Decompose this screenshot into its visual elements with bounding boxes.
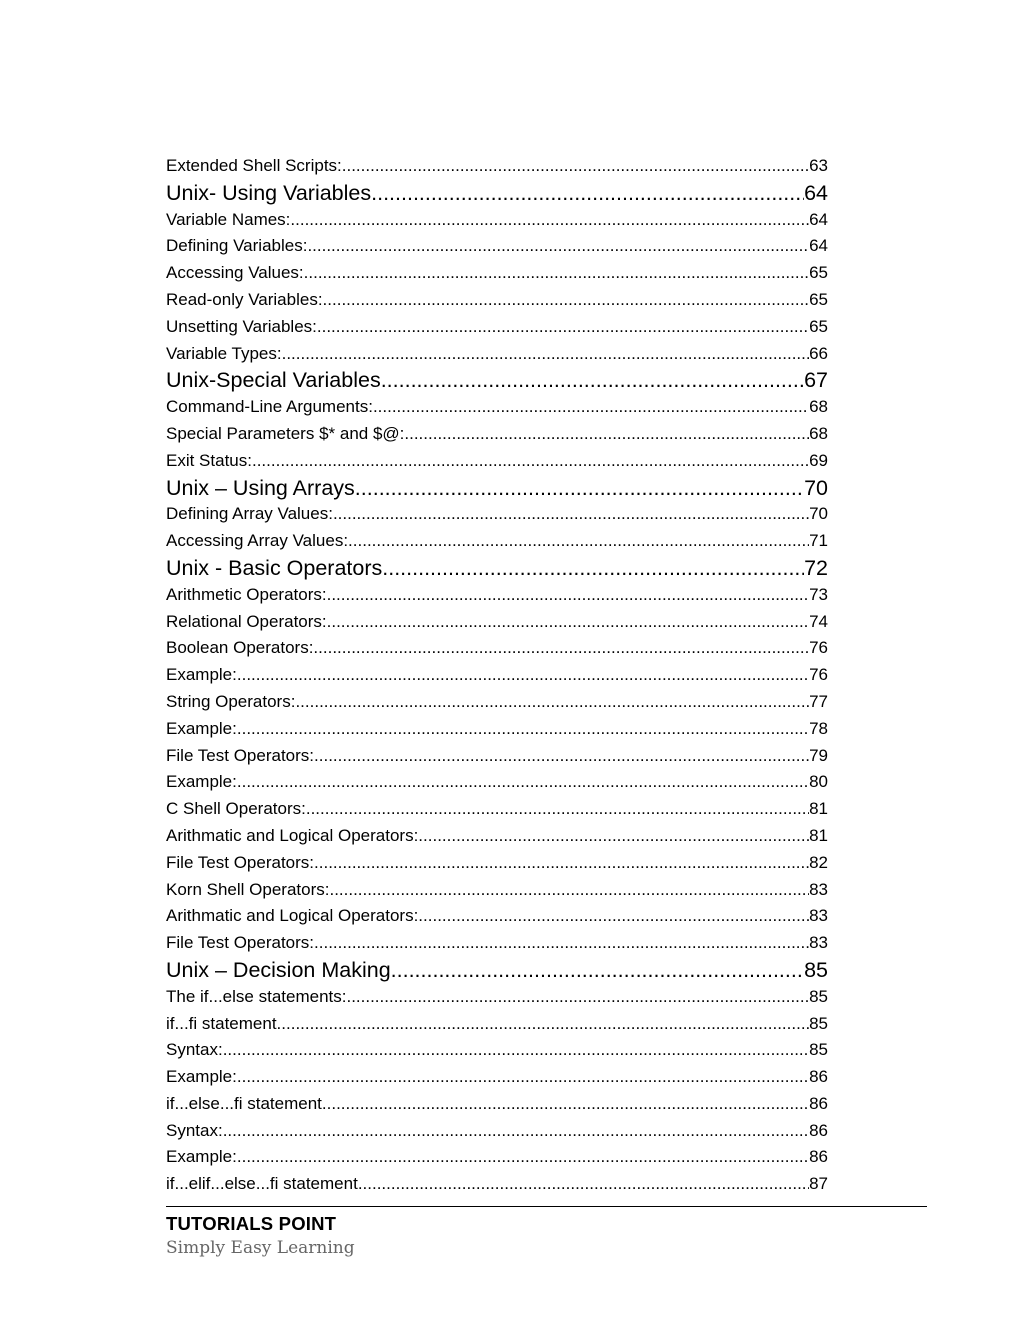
toc-chapter-entry[interactable] [166, 555, 828, 582]
toc-section-entry[interactable] [166, 930, 828, 957]
toc-page-number: 63 [809, 156, 828, 175]
dot-leader [282, 341, 809, 368]
toc-section-entry[interactable] [166, 528, 828, 555]
dot-leader [237, 1064, 809, 1091]
toc-page-number: 85 [809, 1013, 828, 1033]
toc-page-number: 79 [809, 745, 828, 765]
toc-page-number: 81 [809, 799, 828, 819]
toc-section-entry[interactable] [166, 207, 828, 234]
toc-entry-label: Accessing Array Values: [166, 531, 349, 551]
toc-entry-label: Arithmetic Operators: [166, 584, 327, 604]
toc-entry-label: Variable Names: [166, 209, 291, 229]
dot-leader [404, 421, 809, 448]
toc-section-entry[interactable] [166, 233, 828, 260]
toc-page-number: 72 [804, 555, 828, 580]
toc-page-number: 86 [809, 1147, 828, 1167]
dot-leader [382, 555, 804, 582]
toc-page-number: 76 [809, 638, 828, 658]
toc-section-entry[interactable] [166, 877, 828, 904]
toc-entry-label: if...else...fi statement [166, 1093, 322, 1113]
toc-entry-label: Arithmatic and Logical Operators: [166, 906, 419, 926]
toc-entry-label: Unsetting Variables: [166, 316, 317, 336]
toc-section-entry[interactable] [166, 609, 828, 636]
toc-entry-label: Exit Status: [166, 450, 252, 470]
toc-page-number: 71 [809, 531, 828, 551]
toc-page-number: 78 [809, 718, 828, 738]
dot-leader [322, 1091, 809, 1118]
toc-entry-label: Unix-Special Variables [166, 368, 381, 393]
toc-entry-label: Example: [166, 718, 237, 738]
toc-entry-label: Arithmatic and Logical Operators: [166, 825, 419, 845]
toc-entry-label: Example: [166, 772, 237, 792]
toc-entry-label: Unix – Using Arrays [166, 475, 355, 500]
dot-leader [295, 689, 809, 716]
toc-page-number: 64 [804, 180, 828, 205]
dot-leader [327, 609, 809, 636]
toc-section-entry[interactable] [166, 314, 828, 341]
toc-section-entry[interactable] [166, 448, 828, 475]
table-of-contents [166, 153, 828, 1198]
dot-leader [252, 448, 809, 475]
dot-leader [307, 233, 809, 260]
footer-tagline: Simply Easy Learning [166, 1238, 355, 1258]
dot-leader [306, 796, 809, 823]
dot-leader [333, 501, 809, 528]
dot-leader [314, 850, 809, 877]
toc-page-number: 68 [809, 397, 828, 417]
toc-page-number: 69 [809, 450, 828, 470]
toc-section-entry[interactable] [166, 153, 828, 180]
toc-entry-label: File Test Operators: [166, 745, 315, 765]
toc-page-number: 85 [804, 957, 828, 982]
toc-page-number: 81 [809, 825, 828, 845]
dot-leader [290, 207, 809, 234]
toc-section-entry[interactable] [166, 260, 828, 287]
toc-page-number: 85 [809, 986, 828, 1006]
toc-page-number: 67 [804, 368, 828, 393]
toc-entry-label: Example: [166, 665, 237, 685]
toc-entry-label: File Test Operators: [166, 933, 315, 953]
toc-section-entry[interactable] [166, 635, 828, 662]
toc-page-number: 80 [809, 772, 828, 792]
toc-page-number: 83 [809, 879, 828, 899]
toc-page-number: 86 [809, 1067, 828, 1087]
dot-leader [381, 367, 804, 394]
toc-page-number: 70 [804, 475, 828, 500]
dot-leader [223, 1118, 809, 1145]
dot-leader [346, 984, 809, 1011]
toc-entry-label: Defining Variables: [166, 236, 308, 256]
toc-chapter-entry[interactable] [166, 180, 828, 207]
toc-page-number: 73 [809, 584, 828, 604]
toc-page-number: 66 [809, 343, 828, 363]
toc-section-entry[interactable] [166, 1118, 828, 1145]
dot-leader [391, 957, 804, 984]
dot-leader [342, 153, 809, 180]
toc-page-number: 65 [809, 316, 828, 336]
toc-chapter-entry[interactable] [166, 475, 828, 502]
toc-entry-label: Unix – Decision Making [166, 957, 391, 982]
toc-page-number: 65 [809, 263, 828, 283]
toc-chapter-entry[interactable] [166, 957, 828, 984]
dot-leader [317, 314, 809, 341]
dot-leader [277, 1011, 810, 1038]
toc-entry-label: Example: [166, 1067, 237, 1087]
toc-page-number: 76 [809, 665, 828, 685]
dot-leader [323, 287, 810, 314]
toc-page-number: 68 [809, 423, 828, 443]
footer-divider [166, 1206, 927, 1207]
toc-entry-label: The if...else statements: [166, 986, 347, 1006]
dot-leader [418, 823, 809, 850]
dot-leader [348, 528, 809, 555]
dot-leader [237, 1144, 809, 1171]
dot-leader [304, 260, 809, 287]
toc-page-number: 65 [809, 289, 828, 309]
toc-entry-label: Boolean Operators: [166, 638, 314, 658]
footer-brand: TUTORIALS POINT [166, 1213, 337, 1234]
dot-leader [313, 635, 809, 662]
toc-page-number: 86 [809, 1093, 828, 1113]
toc-section-entry[interactable] [166, 1037, 828, 1064]
toc-entry-label: Syntax: [166, 1040, 223, 1060]
toc-page-number: 64 [809, 236, 828, 256]
toc-section-entry[interactable] [166, 984, 828, 1011]
toc-entry-label: Relational Operators: [166, 611, 327, 631]
toc-section-entry[interactable] [166, 796, 828, 823]
toc-entry-label: Unix- Using Variables [166, 180, 372, 205]
toc-section-entry[interactable] [166, 1064, 828, 1091]
toc-entry-label: File Test Operators: [166, 852, 315, 872]
dot-leader [358, 1171, 809, 1198]
toc-section-entry[interactable] [166, 287, 828, 314]
toc-section-entry[interactable] [166, 1011, 828, 1038]
toc-entry-label: Example: [166, 1147, 237, 1167]
toc-section-entry[interactable] [166, 716, 828, 743]
toc-section-entry[interactable] [166, 662, 828, 689]
toc-section-entry[interactable] [166, 743, 828, 770]
dot-leader [223, 1037, 809, 1064]
toc-page-number: 83 [809, 906, 828, 926]
toc-section-entry[interactable] [166, 903, 828, 930]
dot-leader [329, 877, 809, 904]
toc-section-entry[interactable] [166, 501, 828, 528]
toc-entry-label: C Shell Operators: [166, 799, 306, 819]
toc-entry-label: Syntax: [166, 1120, 223, 1140]
toc-section-entry[interactable] [166, 421, 828, 448]
toc-entry-label: String Operators: [166, 691, 296, 711]
toc-section-entry[interactable] [166, 689, 828, 716]
toc-section-entry[interactable] [166, 850, 828, 877]
dot-leader [418, 903, 809, 930]
toc-page-number: 87 [809, 1174, 828, 1194]
toc-entry-label: if...elif...else...fi statement [166, 1174, 358, 1194]
toc-section-entry[interactable] [166, 769, 828, 796]
toc-section-entry[interactable] [166, 1091, 828, 1118]
toc-section-entry[interactable] [166, 1144, 828, 1171]
dot-leader [314, 930, 809, 957]
toc-page-number: 85 [809, 1040, 828, 1060]
toc-entry-label: if...fi statement [166, 1013, 277, 1033]
toc-chapter-entry[interactable] [166, 367, 828, 394]
toc-entry-label: Read-only Variables: [166, 289, 323, 309]
toc-entry-label: Korn Shell Operators: [166, 879, 330, 899]
dot-leader [314, 743, 809, 770]
toc-entry-label: Variable Types: [166, 343, 282, 363]
dot-leader [371, 180, 804, 207]
dot-leader [237, 662, 809, 689]
toc-section-entry[interactable] [166, 394, 828, 421]
toc-page-number: 74 [809, 611, 828, 631]
dot-leader [373, 394, 809, 421]
dot-leader [327, 582, 809, 609]
toc-entry-label: Extended Shell Scripts: [166, 156, 342, 175]
toc-entry-label: Command-Line Arguments: [166, 397, 373, 417]
toc-page-number: 82 [809, 852, 828, 872]
toc-entry-label: Special Parameters $* and $@: [166, 423, 405, 443]
toc-section-entry[interactable] [166, 823, 828, 850]
toc-entry-label: Accessing Values: [166, 263, 304, 283]
toc-page-number: 86 [809, 1120, 828, 1140]
toc-page-number: 83 [809, 933, 828, 953]
dot-leader [237, 769, 809, 796]
toc-section-entry[interactable] [166, 341, 828, 368]
toc-entry-label: Defining Array Values: [166, 504, 333, 524]
dot-leader [237, 716, 809, 743]
toc-page-number: 64 [809, 209, 828, 229]
toc-entry-label: Unix - Basic Operators [166, 555, 383, 580]
toc-page-number: 70 [809, 504, 828, 524]
dot-leader [355, 475, 804, 502]
toc-section-entry[interactable] [166, 1171, 828, 1198]
toc-section-entry[interactable] [166, 582, 828, 609]
toc-page-number: 77 [809, 691, 828, 711]
